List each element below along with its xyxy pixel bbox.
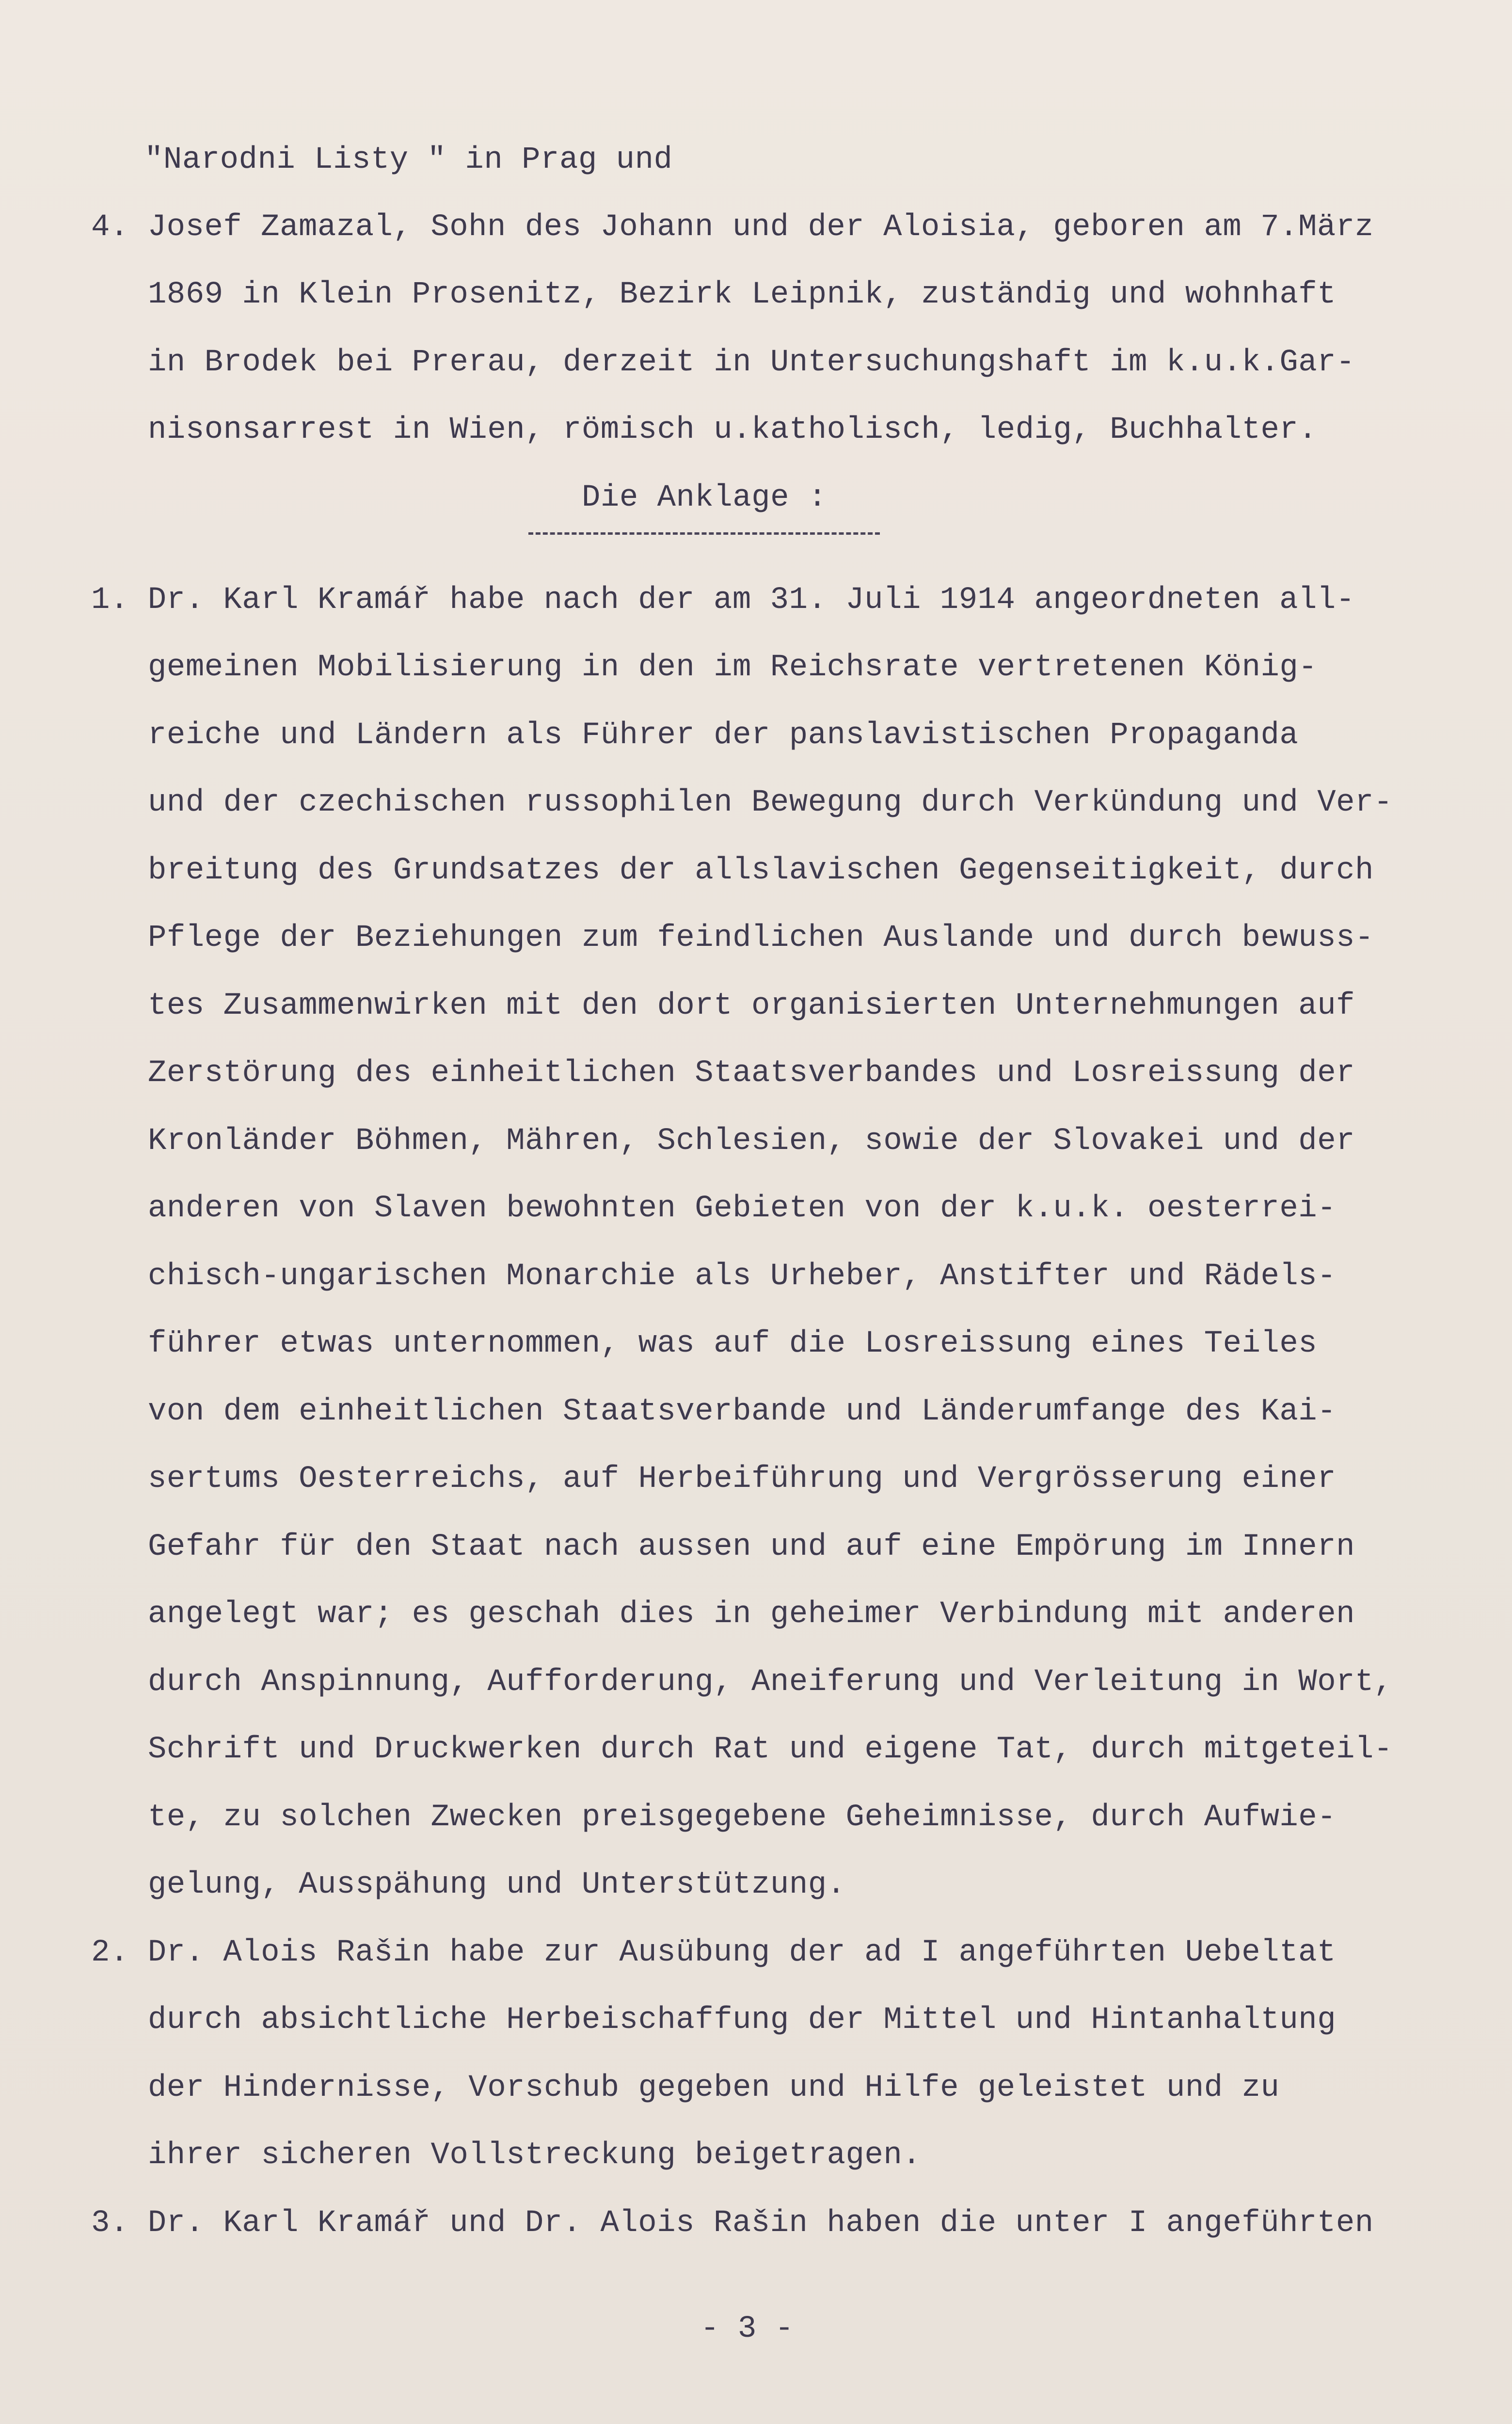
item-4-line: 4. Josef Zamazal, Sohn des Johann und der Aloisia, geboren am 7.März: [91, 210, 1374, 245]
section-heading: Die Anklage :: [582, 480, 827, 515]
text-line: 1869 in Klein Prosenitz, Bezirk Leipnik, zuständig und wohnhaft: [148, 277, 1337, 312]
text-line: durch absichtliche Herbeischaffung der Mittel und Hintanhaltung: [148, 2003, 1337, 2038]
text-line: Kronländer Böhmen, Mähren, Schlesien, sowie der Slovakei und der: [148, 1124, 1355, 1159]
text-line: Zerstörung des einheitlichen Staatsverbandes und Losreissung der: [148, 1056, 1355, 1091]
text-line: chisch-ungarischen Monarchie als Urheber, Anstifter und Rädels-: [148, 1259, 1337, 1294]
page-number: - 3 -: [700, 2312, 794, 2346]
text-line: Schrift und Druckwerken durch Rat und eigene Tat, durch mitgeteil-: [148, 1732, 1393, 1767]
text-line: anderen von Slaven bewohnten Gebieten von der k.u.k. oesterrei-: [148, 1191, 1337, 1226]
text-line: in Brodek bei Prerau, derzeit in Untersuchungshaft im k.u.k.Gar-: [148, 345, 1355, 380]
text-line: breitung des Grundsatzes der allslavischen Gegenseitigkeit, durch: [148, 853, 1374, 888]
item-2-line: 2. Dr. Alois Rašin habe zur Ausübung der ad I angeführten Uebeltat: [91, 1935, 1336, 1970]
text-line: führer etwas unternommen, was auf die Losreissung eines Teiles: [148, 1326, 1318, 1361]
text-line: durch Anspinnung, Aufforderung, Aneiferung und Verleitung in Wort,: [148, 1665, 1393, 1700]
text-line: ihrer sicheren Vollstreckung beigetragen.: [148, 2138, 922, 2173]
heading-underline: [528, 532, 880, 535]
text-line: der Hindernisse, Vorschub gegeben und Hilfe geleistet und zu: [148, 2071, 1280, 2105]
text-line: gelung, Ausspähung und Unterstützung.: [148, 1867, 846, 1902]
text-line: von dem einheitlichen Staatsverbande und Länderumfange des Kai-: [148, 1394, 1337, 1429]
text-line: te, zu solchen Zwecken preisgegebene Geheimnisse, durch Aufwie-: [148, 1800, 1337, 1835]
text-line: tes Zusammenwirken mit den dort organisierten Unternehmungen auf: [148, 989, 1355, 1023]
text-line: sertums Oesterreichs, auf Herbeiführung und Vergrösserung einer: [148, 1462, 1337, 1497]
text-line: Gefahr für den Staat nach aussen und auf eine Empörung im Innern: [148, 1530, 1355, 1564]
text-line: nisonsarrest in Wien, römisch u.katholisch, ledig, Buchhalter.: [148, 413, 1318, 447]
item-1-line: 1. Dr. Karl Kramář habe nach der am 31. Juli 1914 angeordneten all-: [91, 583, 1355, 618]
text-line: reiche und Ländern als Führer der panslavistischen Propaganda: [148, 718, 1299, 753]
item-3-line: 3. Dr. Karl Kramář und Dr. Alois Rašin haben die unter I angeführten: [91, 2206, 1374, 2241]
text-line: und der czechischen russophilen Bewegung durch Verkündung und Ver-: [148, 785, 1393, 820]
text-line: gemeinen Mobilisierung in den im Reichsrate vertretenen König-: [148, 650, 1318, 685]
text-line: "Narodni Listy " in Prag und: [144, 143, 673, 177]
text-line: Pflege der Beziehungen zum feindlichen Auslande und durch bewuss-: [148, 921, 1374, 956]
text-line: angelegt war; es geschah dies in geheimer Verbindung mit anderen: [148, 1597, 1355, 1632]
